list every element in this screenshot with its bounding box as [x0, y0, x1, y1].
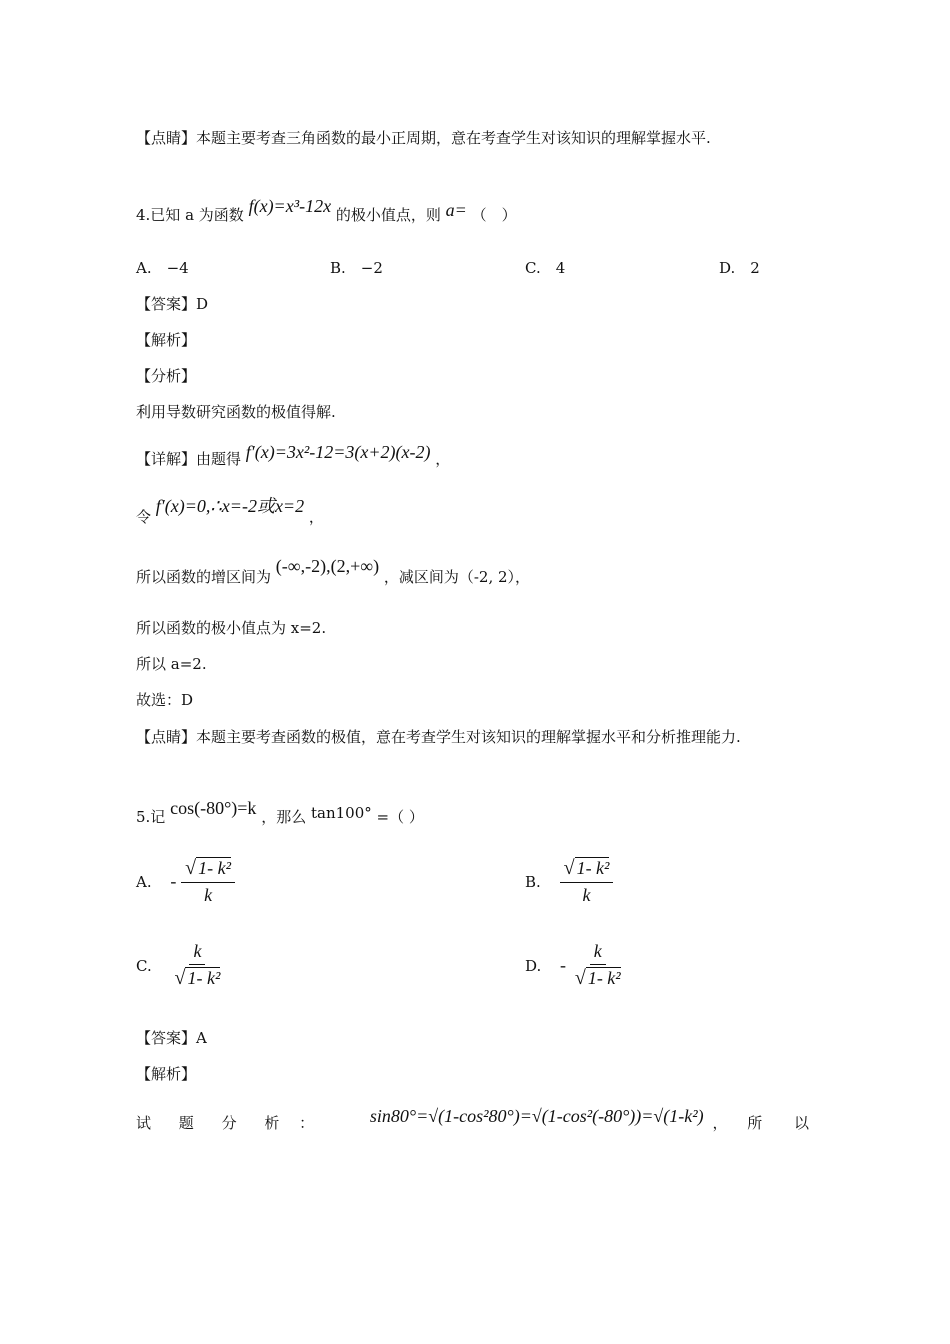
q4-option-b: B. −2	[330, 259, 383, 277]
q4-fenxi-text: 利用导数研究函数的极值得解.	[136, 403, 336, 421]
q4-xiangjie-label: 【详解】由题得	[136, 450, 242, 468]
q5-option-b-label: B.	[525, 872, 541, 891]
q5-option-a-fraction: $\frac{\text{√ 1- k²}}{k}$	[181, 857, 235, 906]
q4-stem-pre: 4.已知 a 为函数	[136, 206, 244, 224]
q4-increasing-intervals: (-∞,-2),(2,+∞)	[275, 556, 380, 576]
q4-a-value: 所以 a=2.	[136, 655, 207, 673]
q4-function: f(x)=x³-12x	[248, 196, 332, 216]
q5-option-b	[525, 857, 613, 906]
q5-option-b-radicand: 1- k²	[576, 858, 610, 878]
q5-analysis-char-1: 试	[136, 1114, 152, 1132]
q4-critical-points: f′(x)=0,∴x=-2或x=2	[155, 496, 305, 516]
q5-option-d-numerator: k	[590, 941, 606, 965]
q5-option-d	[525, 941, 625, 990]
q5-option-c-numerator: k	[189, 941, 205, 965]
q4-choose: 故选：D	[136, 691, 194, 709]
q5-analysis-comma: ，	[712, 1114, 728, 1132]
q5-option-b-fraction: $\frac{\text{√ 1- k²}}{k}$	[560, 857, 614, 906]
q5-option-a-radicand: 1- k²	[198, 858, 232, 878]
q4-stem	[136, 196, 517, 225]
q5-option-c	[136, 941, 224, 990]
q4-fenxi: 【分析】	[136, 367, 197, 385]
q5-option-a	[136, 857, 235, 906]
q5-option-d-fraction: $\frac{k}{\text{√ 1- k²}}$	[574, 941, 621, 989]
q4-comma-1: ，	[435, 450, 451, 468]
q5-option-c-label: C.	[136, 956, 152, 975]
q5-analysis-tail-2: 以	[794, 1114, 810, 1132]
q5-jiexi: 【解析】	[136, 1065, 197, 1083]
q4-var: a=	[445, 200, 467, 220]
q5-answer: 【答案】A	[136, 1029, 207, 1047]
q4-xiangjie	[136, 442, 451, 469]
q4-option-a: A. −4	[136, 259, 189, 277]
q4-intervals	[136, 556, 531, 587]
q5-stem-mid: ，那么	[261, 808, 307, 826]
q4-comma-2: ，	[308, 508, 324, 526]
q4-option-c: C. 4	[525, 259, 566, 277]
q5-analysis-tail-1: 所	[747, 1114, 763, 1132]
q5-option-d-label: D.	[525, 956, 542, 975]
q4-option-d: D. 2	[719, 259, 760, 277]
q4-stem-end: （ ）	[471, 206, 517, 224]
q5-option-a-denominator: k	[204, 885, 213, 905]
q5-analysis-char-3: 分	[221, 1114, 237, 1132]
q5-analysis-char-4: 析	[264, 1114, 280, 1132]
q5-analysis-char-2: 题	[178, 1114, 194, 1132]
q5-option-a-label: A.	[136, 872, 152, 891]
q5-tan: tan100°	[311, 804, 372, 822]
q5-option-b-denominator: k	[582, 885, 591, 905]
q5-stem	[136, 798, 424, 827]
q5-option-c-radicand: 1- k²	[187, 968, 221, 988]
q4-min-point: 所以函数的极小值点为 x=2.	[136, 619, 327, 637]
q5-analysis	[136, 1106, 816, 1133]
q5-stem-pre: 5.记	[136, 808, 166, 826]
q4-dianjing: 【点睛】本题主要考查函数的极值，意在考查学生对该知识的理解掌握水平和分析推理能力.	[136, 728, 741, 746]
q5-analysis-char-5: ：	[299, 1114, 315, 1132]
q5-option-d-radicand: 1- k²	[587, 968, 621, 988]
q4-ling	[136, 496, 324, 527]
q3-dianjing: 【点睛】本题主要考查三角函数的最小正周期，意在考查学生对该知识的理解掌握水平.	[136, 129, 711, 147]
q4-stem-mid: 的极小值点，则	[335, 206, 441, 224]
q5-given: cos(-80°)=k	[170, 798, 257, 818]
q5-option-a-sign: -	[170, 871, 177, 891]
q4-answer: 【答案】D	[136, 295, 209, 313]
q4-ling-label: 令	[136, 508, 152, 526]
q4-jiexi: 【解析】	[136, 331, 197, 349]
q4-derivative: f′(x)=3x²-12=3(x+2)(x-2)	[245, 442, 431, 462]
q4-zeng-post: ，减区间为（-2, 2），	[383, 568, 531, 586]
q4-zeng-pre: 所以函数的增区间为	[136, 568, 272, 586]
q5-option-d-sign: -	[560, 955, 567, 975]
q5-analysis-math: sin80°=√(1-cos²80°)=√(1-cos²(-80°))=√(1-k²)	[369, 1106, 704, 1126]
q5-option-c-fraction: $\frac{k}{\text{√ 1- k²}}$	[174, 941, 221, 989]
q5-stem-end: =（ ）	[376, 808, 424, 826]
